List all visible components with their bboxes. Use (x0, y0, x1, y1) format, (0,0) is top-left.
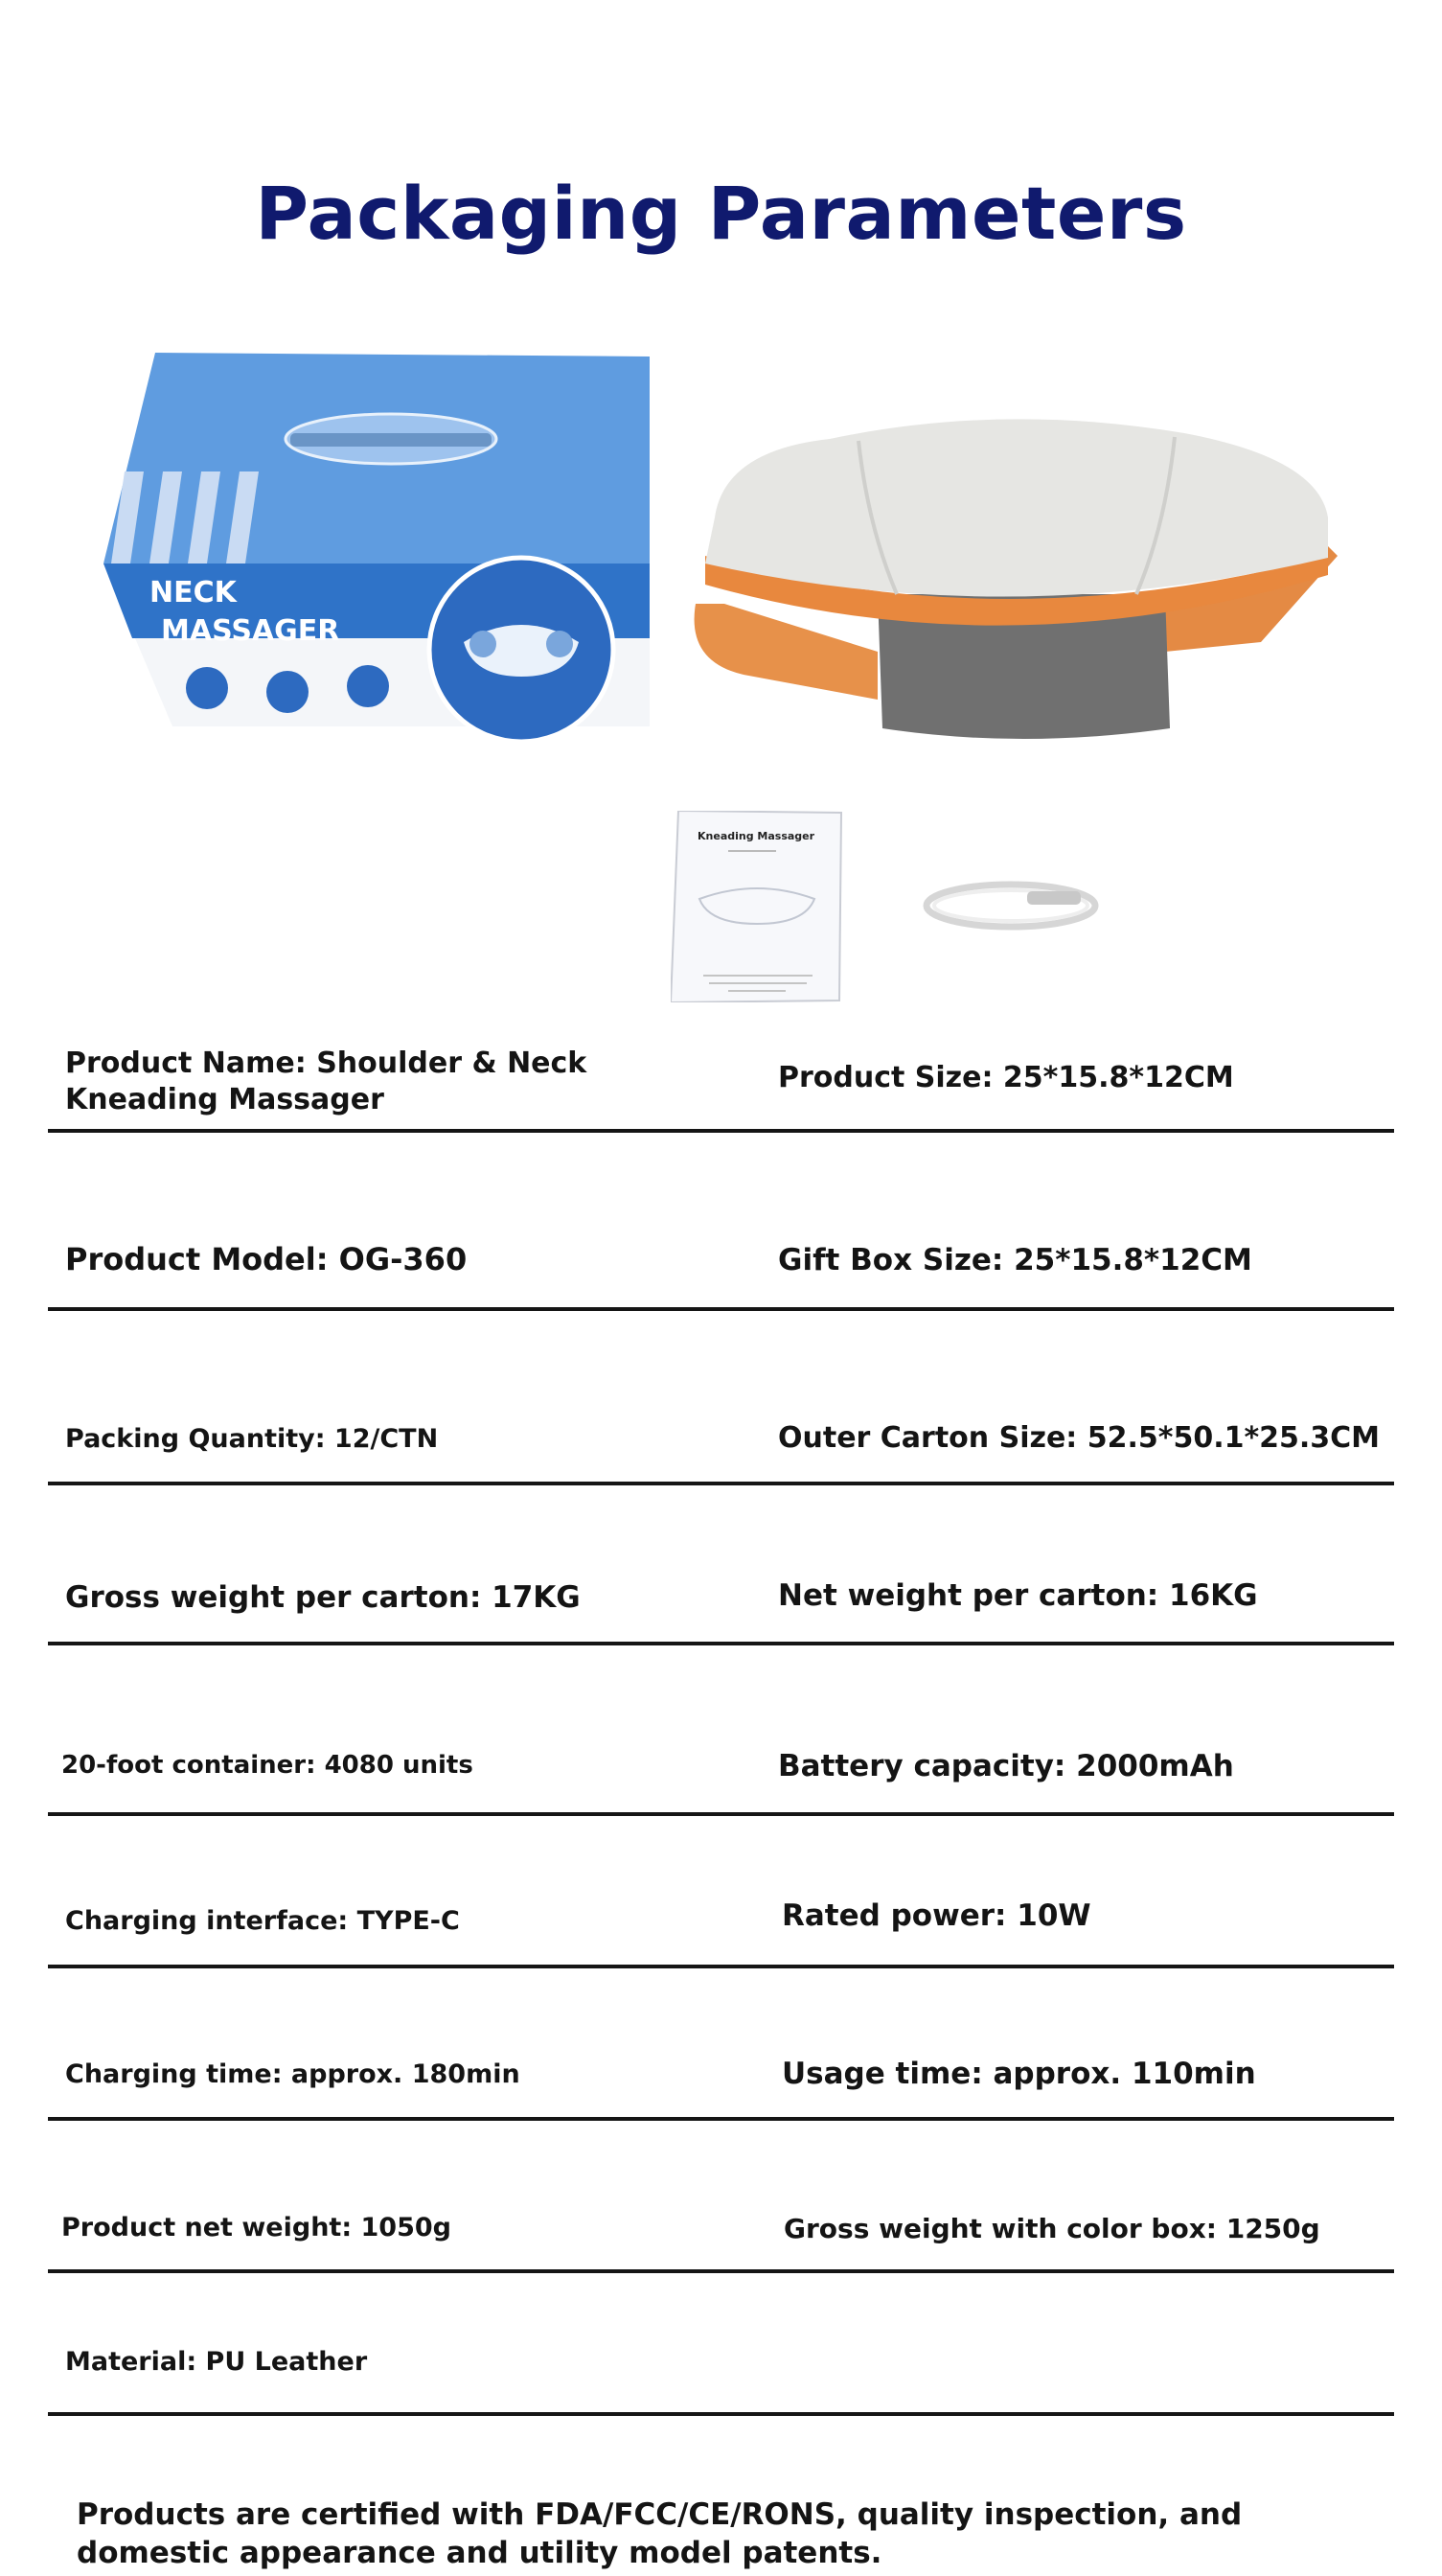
product-model-spec: Product Model: OG-360 (65, 1241, 468, 1277)
material-spec: Material: PU Leather (65, 2347, 368, 2377)
net-weight-carton-spec: Net weight per carton: 16KG (778, 1578, 1258, 1613)
row-divider (48, 1642, 1394, 1645)
charging-time-spec: Charging time: approx. 180min (65, 2059, 520, 2089)
charging-interface-spec: Charging interface: TYPE-C (65, 1906, 460, 1936)
page-title: Packaging Parameters (255, 171, 1187, 256)
usb-cable-image (920, 872, 1102, 939)
gift-box-image (103, 351, 659, 744)
container-capacity-spec: 20-foot container: 4080 units (61, 1751, 473, 1780)
product-net-weight-spec: Product net weight: 1050g (61, 2213, 451, 2242)
row-divider (48, 1965, 1394, 1968)
gift-box-size-spec: Gift Box Size: 25*15.8*12CM (778, 1243, 1252, 1277)
massager-image (686, 412, 1338, 757)
packing-quantity-spec: Packing Quantity: 12/CTN (65, 1424, 439, 1454)
box-text-line2: MASSAGER (161, 614, 340, 648)
battery-capacity-spec: Battery capacity: 2000mAh (778, 1749, 1234, 1783)
outer-carton-size-spec: Outer Carton Size: 52.5*50.1*25.3CM (778, 1421, 1381, 1455)
gross-weight-color-box-spec: Gross weight with color box: 1250g (784, 2213, 1320, 2244)
certification-note: Products are certified with FDA/FCC/CE/RONS, quality inspection, and domestic appearance and utility model patents. (77, 2497, 1243, 2570)
row-divider (48, 1812, 1394, 1816)
row-divider (48, 2412, 1394, 2416)
row-divider (48, 1307, 1394, 1311)
product-name-spec: Product Name: Shoulder & Neck Kneading Massager (65, 1046, 587, 1116)
usage-time-spec: Usage time: approx. 110min (782, 2057, 1256, 2091)
product-size-spec: Product Size: 25*15.8*12CM (778, 1061, 1234, 1094)
rated-power-spec: Rated power: 10W (782, 1898, 1091, 1933)
manual-image (671, 811, 843, 1002)
manual-heading: Kneading Massager (698, 830, 815, 842)
gross-weight-carton-spec: Gross weight per carton: 17KG (65, 1580, 581, 1615)
box-text-line1: NECK (149, 576, 237, 610)
row-divider (48, 2269, 1394, 2273)
row-divider (48, 2117, 1394, 2121)
row-divider (48, 1129, 1394, 1133)
row-divider (48, 1482, 1394, 1485)
